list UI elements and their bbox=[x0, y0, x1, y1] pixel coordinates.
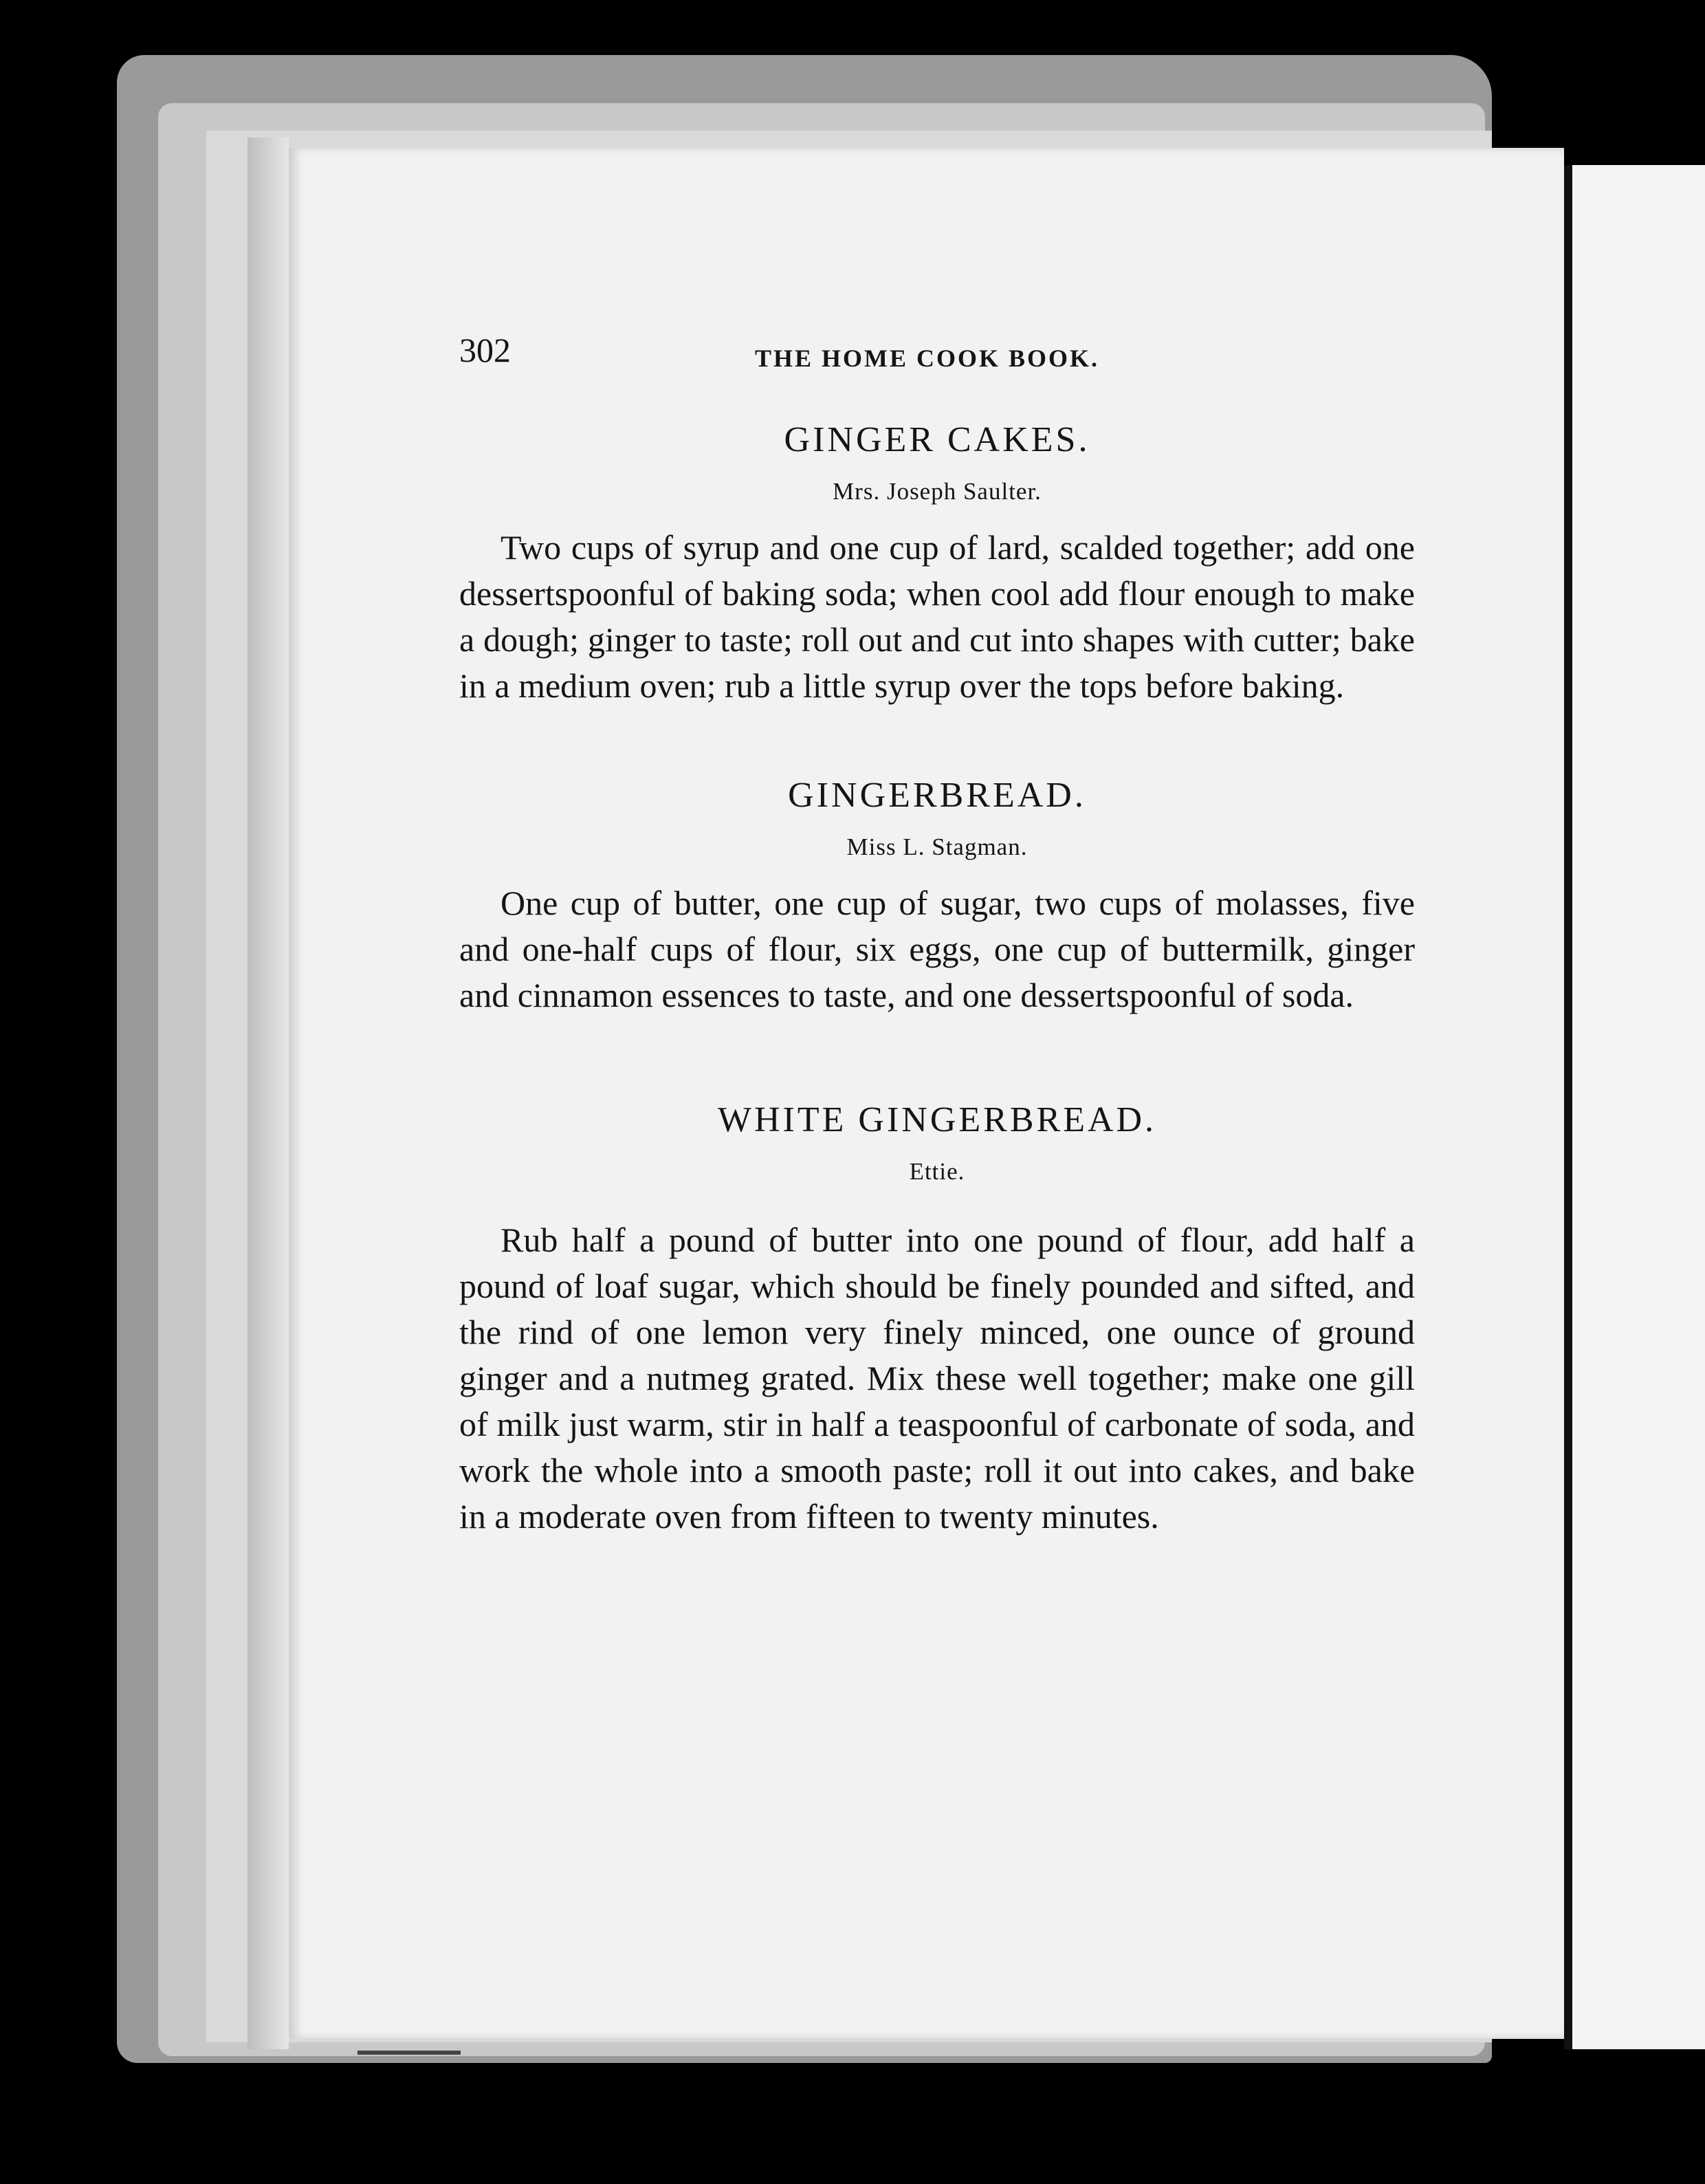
recipe-title: GINGER CAKES. bbox=[784, 420, 1090, 459]
printer-mark bbox=[358, 2051, 461, 2055]
recipe-contributor: Miss L. Stagman. bbox=[846, 833, 1028, 860]
recipe-title: GINGERBREAD. bbox=[788, 776, 1086, 815]
recipe-contributor: Ettie. bbox=[909, 1158, 965, 1185]
running-head bbox=[459, 323, 1415, 378]
book-gutter bbox=[1564, 165, 1572, 2049]
page-edge-shadow bbox=[248, 138, 289, 2049]
recipe-body: Two cups of syrup and one cup of lard, scalded together; add one dessertspoonful of baking soda; when cool add flour enough to make a dough; ginger to taste; roll out and cut into shapes with cutter; bake in a medium oven; rub a little syrup over the tops before baking. bbox=[459, 528, 1415, 705]
facing-page-edge bbox=[1572, 165, 1705, 2049]
recipe-ginger-cakes bbox=[459, 419, 1415, 709]
book-title: THE HOME COOK BOOK. bbox=[755, 345, 1100, 372]
recipe-body: Rub half a pound of butter into one pound of flour, add half a pound of loaf sugar, which should be finely pounded and sifted, and the rind of one lemon very finely minced, one ounce of ground ginger and a nutmeg grated. Mix these well together; make one gill of milk just warm, stir in half a teaspoonful of carbonate of soda, and work the whole into a smooth paste; roll it out into cakes, and bake in a moderate oven from fifteen to twenty minutes. bbox=[459, 1221, 1415, 1536]
recipe-white-gingerbread bbox=[459, 1100, 1415, 1540]
page-number: 302 bbox=[459, 331, 511, 369]
recipe-gingerbread bbox=[459, 775, 1415, 1018]
recipe-body: One cup of butter, one cup of sugar, two cups of molasses, five and one-half cups of flour, six eggs, one cup of buttermilk, ginger and cinnamon essences to taste, and one dessertspoonful of soda. bbox=[459, 884, 1415, 1014]
recipe-title: WHITE GINGERBREAD. bbox=[717, 1100, 1157, 1139]
recipe-contributor: Mrs. Joseph Saulter. bbox=[833, 478, 1042, 505]
page-content bbox=[459, 323, 1415, 1540]
